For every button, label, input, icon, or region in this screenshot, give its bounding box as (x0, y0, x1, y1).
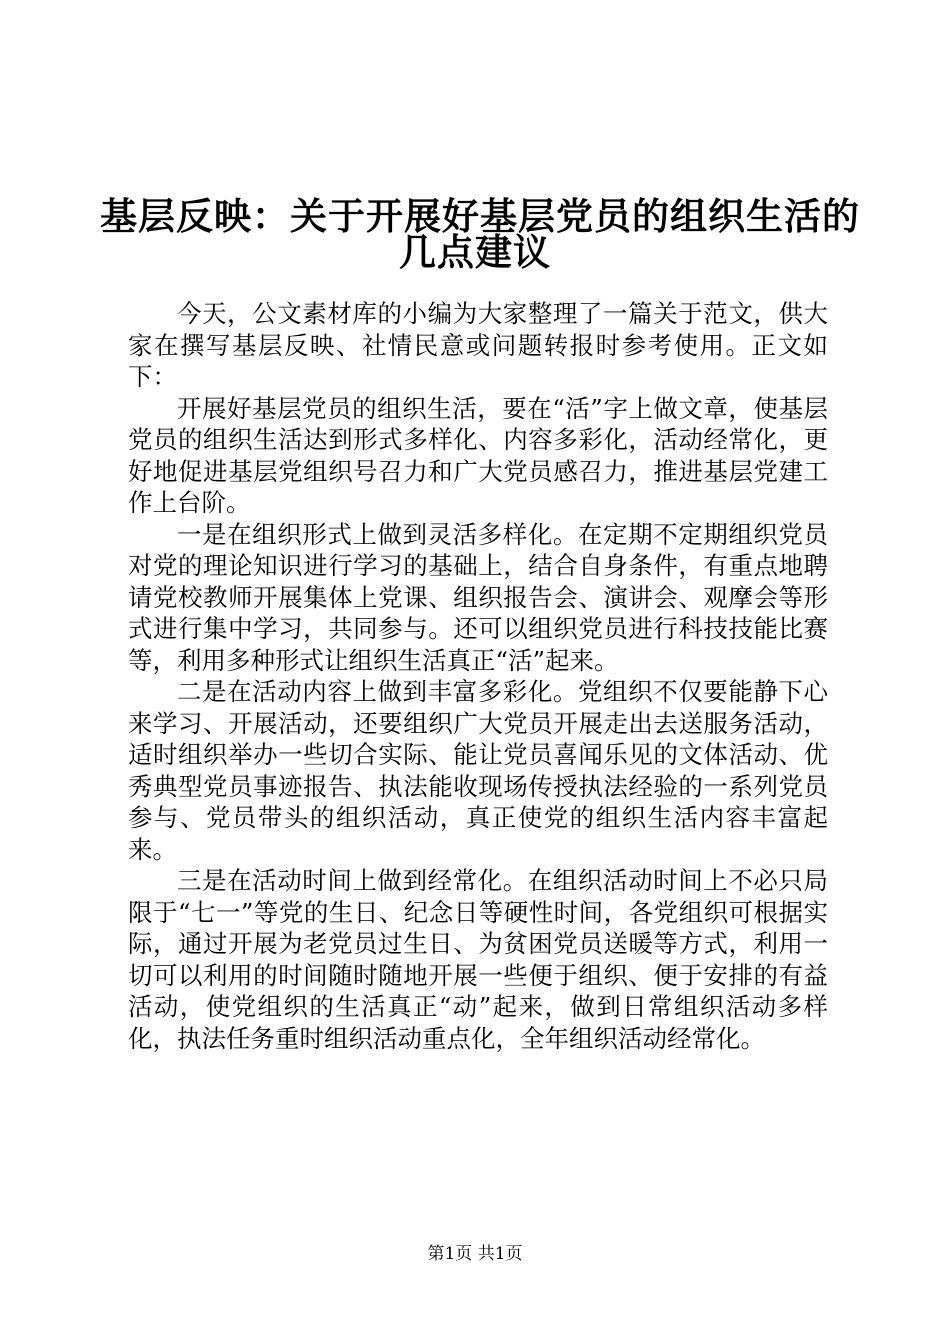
document-title: 基层反映：关于开展好基层党员的组织生活的 (100, 194, 860, 238)
document-body (128, 298, 828, 1054)
page-number-footer: 第1页 共1页 (427, 1244, 523, 1264)
paragraph-overview: 开展好基层党员的组织生活，要在“活”字上做文章，使基层党员的组织生活达到形式多样化、内容多彩化，活动经常化，更好地促进基层党组织号召力和广大党员感召力，推进基层党建工作上台阶。 (128, 393, 828, 517)
paragraph-point-three: 三是在活动时间上做到经常化。在组织活动时间上不必只局限于“七一”等党的生日、纪念日等硬性时间，各党组织可根据实际，通过开展为老党员过生日、为贫困党员送暖等方式，利用一切可以利用的时间随时随地开展一些便于组织、便于安排的有益活动，使党组织的生活真正“动”起来，做到日常组织活动多样化，执法任务重时组织活动重点化，全年组织活动经常化。 (128, 866, 828, 1053)
document-title-continued: 几点建议 (399, 230, 551, 274)
paragraph-intro: 今天，公文素材库的小编为大家整理了一篇关于范文，供大家在撰写基层反映、社情民意或问题转报时参考使用。正文如下： (128, 299, 828, 391)
paragraph-point-one: 一是在组织形式上做到灵活多样化。在定期不定期组织党员对党的理论知识进行学习的基础上，结合自身条件，有重点地聘请党校教师开展集体上党课、组织报告会、演讲会、观摩会等形式进行集中学习，共同参与。还可以组织党员进行科技技能比赛等，利用多种形式让组织生活真正“活”起来。 (128, 519, 828, 675)
paragraph-point-two: 二是在活动内容上做到丰富多彩化。党组织不仅要能静下心来学习、开展活动，还要组织广大党员开展走出去送服务活动，适时组织举办一些切合实际、能让党员喜闻乐见的文体活动、优秀典型党员事迹报告、执法能收现场传授执法经验的一系列党员参与、党员带头的组织活动，真正使党的组织生活内容丰富起来。 (128, 677, 828, 864)
